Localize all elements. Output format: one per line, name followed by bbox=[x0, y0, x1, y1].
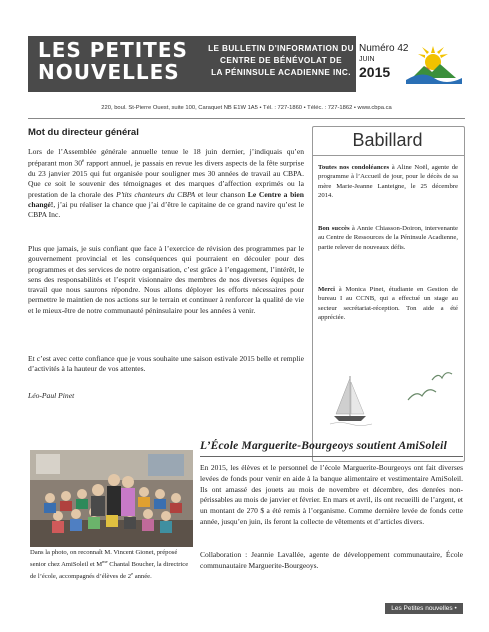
photo-caption bbox=[30, 549, 195, 582]
article-title: L’École Marguerite-Bourgeoys soutient AmiSoleil bbox=[200, 440, 447, 452]
caption-superscript-2: e bbox=[131, 570, 134, 576]
p1-text-d: , j’ai pu réaliser la chance que j’ai d’être le capitaine de ce grand navire qu’est le CBPA Inc. bbox=[28, 200, 304, 220]
condolences-lead: Toutes nos condoléances bbox=[318, 164, 390, 171]
issue-year: 2015 bbox=[359, 64, 391, 80]
caption-superscript: me bbox=[102, 558, 108, 564]
article-title-underline bbox=[200, 456, 463, 457]
header-divider bbox=[28, 118, 465, 119]
newsletter-brand bbox=[38, 39, 188, 83]
bulletin-line-2: CENTRE DE BÉNÉVOLAT DE bbox=[220, 56, 342, 65]
p1-text-a: Lors de l’Assemblée générale annuelle tenue le 18 juin dernier, j’indiquais qu’en préparant mon 30 bbox=[28, 147, 304, 168]
director-paragraph-1 bbox=[28, 147, 304, 221]
condolences-text: à Aline Noël, agente de programme à l’Accueil de jour, pour le décès de sa mère Marie-Jeanne Lanteigne, le 25 décembre 2014. bbox=[318, 164, 459, 200]
bulletin-description bbox=[206, 43, 356, 79]
success-text: à Annie Chiasson-Doiron, intervenante au Centre de Ressources de la Péninsule Acadienne, partie relever de nouveaux défis. bbox=[318, 225, 458, 251]
p1-song-title: Le Centre a bien changé! bbox=[28, 189, 304, 210]
page-footer: Les Petites nouvelles • page 1 bbox=[385, 603, 463, 614]
p1-choir-name: P’tits chanteurs du CBPA bbox=[116, 189, 196, 199]
brand-line-2: NOUVELLES bbox=[38, 60, 180, 84]
babillard-divider bbox=[312, 155, 465, 156]
brand-line-1: LES PETITES bbox=[38, 38, 188, 62]
director-signature: Léo-Paul Pinet bbox=[28, 391, 75, 400]
p1-superscript: e bbox=[82, 159, 85, 165]
thanks-lead: Merci bbox=[318, 286, 335, 293]
article-paragraph-1: En 2015, les élèves et le personnel de l’école Marguerite-Bourgeoys ont fait diverses levées de fonds pour venir en aide à la banque alimentaire et vestimentaire AmiSoleil. Ils ont amassé des jouets au mois de novembre et décembre, des denrées non-périssables au mois de janvier et février. En mars et avril, ils ont recueilli de l’argent, et un montant de 270 $ a été remis à l’organisme. Comme dernière levée de fonds cette année, jusqu’en juin, ils feront la collecte de vêtements et d’articles divers. bbox=[200, 463, 463, 526]
thanks-text: à Monica Pinet, étudiante en Gestion de bureau I au CCNB, qui a effectué un stage au secteur secrétariat-réception. Ton aide a été appréciée. bbox=[318, 286, 458, 322]
seagulls-icon bbox=[404, 366, 456, 410]
caption-text-c: année. bbox=[133, 572, 152, 580]
issue-month: JUIN bbox=[359, 56, 375, 63]
caption-text-a: Dans la photo, on reconnaît M. Vincent Gionet, préposé senior chez AmiSoleil et M bbox=[30, 549, 178, 568]
article-collaboration: Collaboration : Jeannie Lavallée, agente de développement communautaire, École communautaire Marguerite-Bourgeoys. bbox=[200, 550, 463, 570]
cbpa-logo bbox=[404, 44, 464, 86]
babillard-item-success bbox=[318, 224, 458, 252]
babillard-title: Babillard bbox=[352, 130, 423, 150]
success-lead: Bon succès bbox=[318, 225, 350, 232]
contact-address: 220, boul. St-Pierre Ouest, suite 100, Caraquet NB E1W 1A5 • Tél. : 727-1860 • Téléc. : 727-1862 • www.cbpa.ca bbox=[101, 105, 392, 111]
class-photo bbox=[30, 450, 193, 547]
p1-text-b: rapport annuel, je passais en revue les divers aspects de la fête surprise du 23 janvier 2015 qui fut organisée pour souligner mes 30 années de travail au CBPA. Que ce soit le souvenir des témoignages et des marques d’affection exprimés ou la prestation de la chorale des bbox=[28, 158, 305, 199]
babillard-item-thanks bbox=[318, 285, 458, 323]
bulletin-line-3: LA PÉNINSULE ACADIENNE INC. bbox=[211, 68, 351, 77]
p1-text-c: et leur chanson bbox=[195, 189, 248, 199]
bulletin-line-1: LE BULLETIN D'INFORMATION DU bbox=[208, 44, 354, 53]
director-paragraph-3: Et c’est avec cette confiance que je vous souhaite une saison estivale 2015 belle et remplie d’activités à la hauteur de vos attentes. bbox=[28, 354, 304, 374]
director-section-title: Mot du directeur général bbox=[28, 127, 139, 138]
issue-number: Numéro 42 bbox=[359, 43, 409, 54]
director-paragraph-2: Plus que jamais, je suis confiant que face à l’exercice de révision des programmes par le gouvernement provincial et les conséquences qui pourraient en découler pour des programmes et des services de notre organisation, c’est grâce à l’engagement, l’intérêt, le sens des responsabilités et l’esprit visionnaire des membres de nos diverses équipes de travail que nous saurons répondre. Nous allons déployer les efforts nécessaires pour permettre le maintien de nos actions sur le terrain et continuer à renforcer la qualité de vie et le mieux-être de notre communauté péninsulaire pour les années à venir. bbox=[28, 244, 304, 315]
babillard-item-condolences bbox=[318, 163, 458, 201]
caption-text-b: Chantal Boucher, la directrice de l’école, accompagnés d’élèves de 2 bbox=[30, 560, 189, 580]
sailboat-icon bbox=[326, 370, 376, 430]
